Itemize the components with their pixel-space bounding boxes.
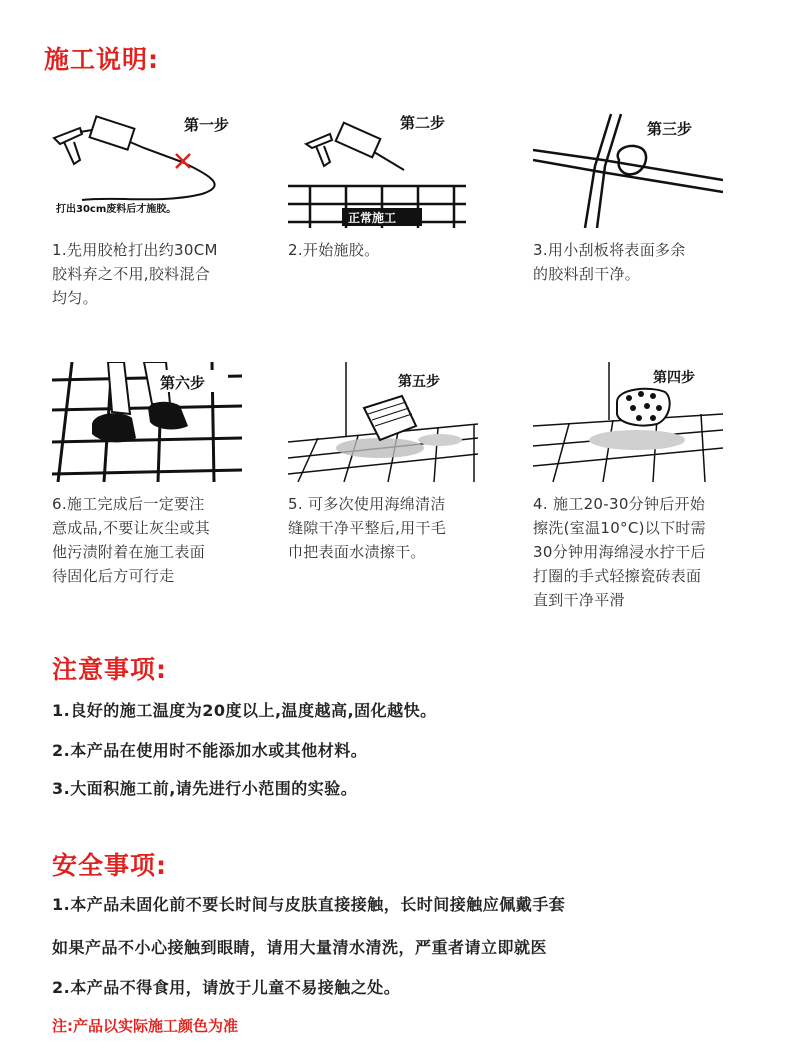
step-card-6 bbox=[52, 362, 302, 588]
step-card-4 bbox=[533, 362, 783, 612]
step-label: 第四步 bbox=[653, 370, 695, 386]
instructions-title: 施工说明: bbox=[44, 45, 159, 74]
step-label: 第二步 bbox=[400, 114, 446, 132]
step-card-2 bbox=[288, 108, 538, 262]
safety-item: 如果产品不小心接触到眼睛，请用大量清水清洗，严重者请立即就医 bbox=[52, 938, 548, 957]
safety-item: 1.本产品未固化前不要长时间与皮肤直接接触，长时间接触应佩戴手套 bbox=[52, 895, 566, 914]
safety-title: 安全事项: bbox=[52, 851, 167, 880]
step-label: 第六步 bbox=[160, 374, 206, 392]
step-text: 2.开始施胶。 bbox=[288, 241, 380, 259]
step-card-3 bbox=[533, 108, 783, 286]
caulk-gun-discard-illustration bbox=[52, 108, 242, 228]
color-disclaimer-note: 注:产品以实际施工颜色为准 bbox=[52, 1017, 238, 1035]
step-text: 6.施工完成后一定要注 意成品,不要让灰尘或其 他污渍附着在施工表面 待固化后方可行走 bbox=[52, 495, 211, 585]
safety-item: 2.本产品不得食用，请放于儿童不易接触之处。 bbox=[52, 978, 401, 997]
step-text: 4. 施工20-30分钟后开始 擦洗(室温10°C)以下时需 30分钟用海绵浸水拧干后 打圈的手式轻擦瓷砖表面 直到干净平滑 bbox=[533, 495, 706, 609]
sponge-scrub-illustration bbox=[533, 362, 723, 482]
step-label: 第一步 bbox=[184, 116, 230, 134]
walk-after-cure-illustration bbox=[52, 362, 242, 482]
illus-caption: 打出30cm废料后才施胶。 bbox=[56, 204, 177, 215]
step-text: 5. 可多次使用海绵清洁 缝隙干净平整后,用干毛 巾把表面水渍擦干。 bbox=[288, 495, 447, 561]
step-text: 3.用小刮板将表面多余 的胶料刮干净。 bbox=[533, 241, 686, 283]
step-label: 第五步 bbox=[398, 374, 440, 390]
precaution-item: 1.良好的施工温度为20度以上,温度越高,固化越快。 bbox=[52, 701, 437, 720]
step-card-1 bbox=[52, 108, 302, 310]
step-label: 第三步 bbox=[647, 120, 693, 138]
caulk-gun-apply-illustration bbox=[288, 108, 478, 228]
precaution-item: 3.大面积施工前,请先进行小范围的实验。 bbox=[52, 779, 358, 798]
step-card-5 bbox=[288, 362, 538, 564]
scraper-clean-illustration bbox=[533, 108, 723, 228]
illus-caption: 正常施工 bbox=[348, 211, 397, 225]
step-text: 1.先用胶枪打出约30CM 胶料弃之不用,胶料混合 均匀。 bbox=[52, 241, 218, 307]
sponge-wipe-illustration bbox=[288, 362, 478, 482]
precaution-item: 2.本产品在使用时不能添加水或其他材料。 bbox=[52, 741, 368, 760]
precautions-title: 注意事项: bbox=[52, 655, 167, 684]
